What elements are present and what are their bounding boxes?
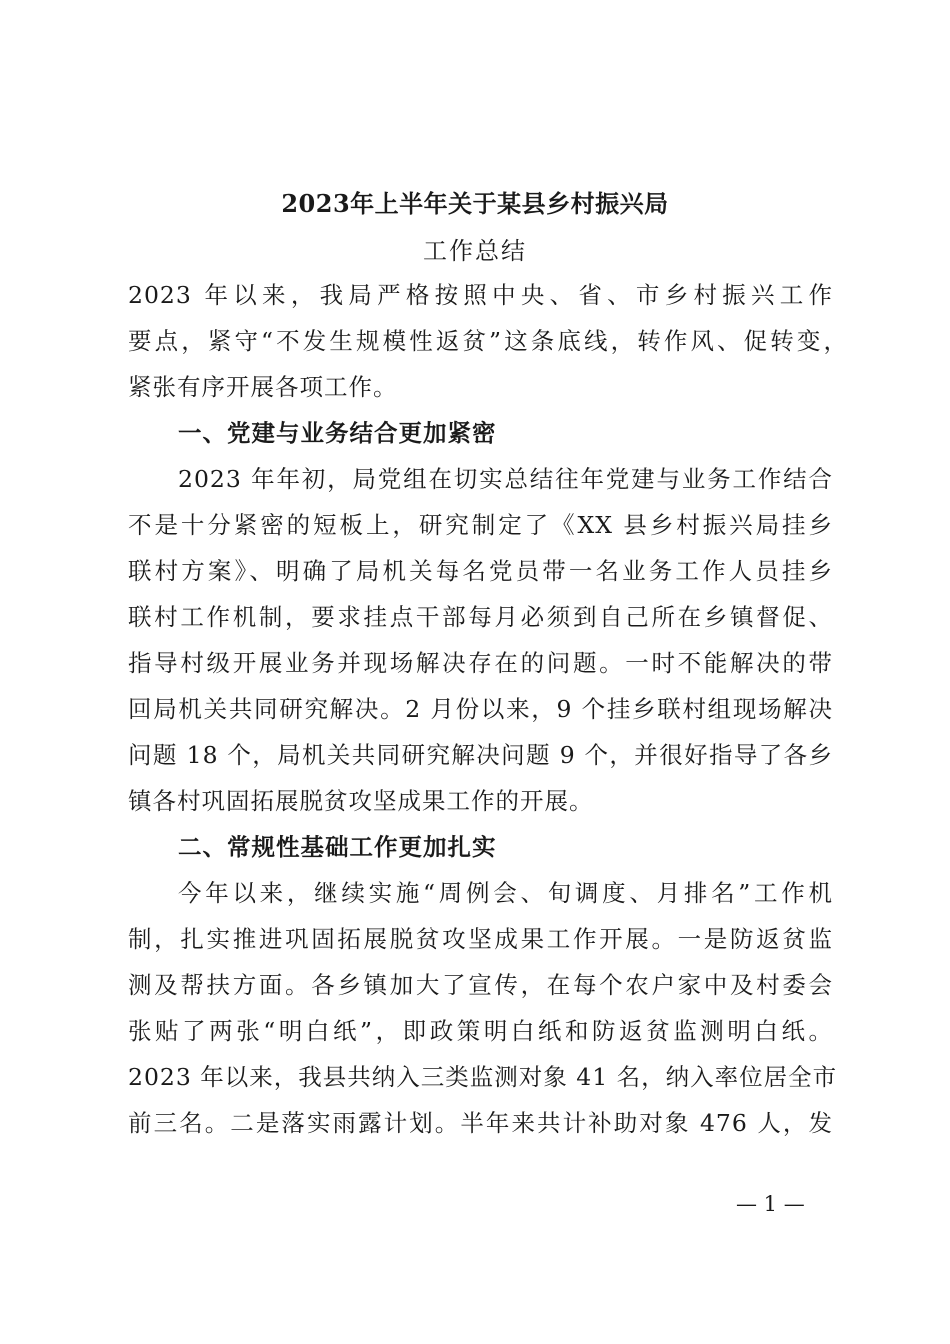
document-subtitle: 工作总结 xyxy=(423,237,527,265)
intro-line: 2023 年以来，我局严格按照中央、省、市乡村振兴工作 xyxy=(128,281,833,309)
paragraph-line: 问题 18 个，局机关共同研究解决问题 9 个，并很好指导了各乡 xyxy=(128,741,833,769)
paragraph-line: 制，扎实推进巩固拓展脱贫攻坚成果工作开展。一是防返贫监 xyxy=(128,925,833,953)
page-number: — 1 — xyxy=(736,1192,805,1216)
document-title: 2023年上半年关于某县乡村振兴局 xyxy=(281,189,669,218)
section-heading: 二、常规性基础工作更加扎实 xyxy=(178,833,497,861)
paragraph-line: 前三名。二是落实雨露计划。半年来共计补助对象 476 人，发 xyxy=(128,1109,833,1137)
paragraph-line: 镇各村巩固拓展脱贫攻坚成果工作的开展。 xyxy=(128,787,594,815)
paragraph-line: 回局机关共同研究解决。2 月份以来，9 个挂乡联村组现场解决 xyxy=(128,695,833,723)
paragraph-line: 2023 年以来，我县共纳入三类监测对象 41 名，纳入率位居全市 xyxy=(128,1063,838,1091)
paragraph-line: 张贴了两张“明白纸”，即政策明白纸和防返贫监测明白纸。 xyxy=(128,1017,833,1045)
paragraph-line: 不是十分紧密的短板上，研究制定了《XX 县乡村振兴局挂乡 xyxy=(128,511,833,539)
section-heading: 一、党建与业务结合更加紧密 xyxy=(178,419,497,447)
paragraph-line: 指导村级开展业务并现场解决存在的问题。一时不能解决的带 xyxy=(128,649,833,677)
paragraph-line: 今年以来，继续实施“周例会、旬调度、月排名”工作机 xyxy=(178,879,833,907)
paragraph-line: 联村方案》、明确了局机关每名党员带一名业务工作人员挂乡 xyxy=(128,557,833,585)
intro-line: 要点，紧守“不发生规模性返贫”这条底线，转作风、促转变， xyxy=(128,327,848,355)
paragraph-line: 测及帮扶方面。各乡镇加大了宣传，在每个农户家中及村委会 xyxy=(128,971,833,999)
paragraph-line: 联村工作机制，要求挂点干部每月必须到自己所在乡镇督促、 xyxy=(128,603,833,631)
paragraph-line: 2023 年年初，局党组在切实总结往年党建与业务工作结合 xyxy=(178,465,833,493)
intro-line: 紧张有序开展各项工作。 xyxy=(128,373,398,401)
